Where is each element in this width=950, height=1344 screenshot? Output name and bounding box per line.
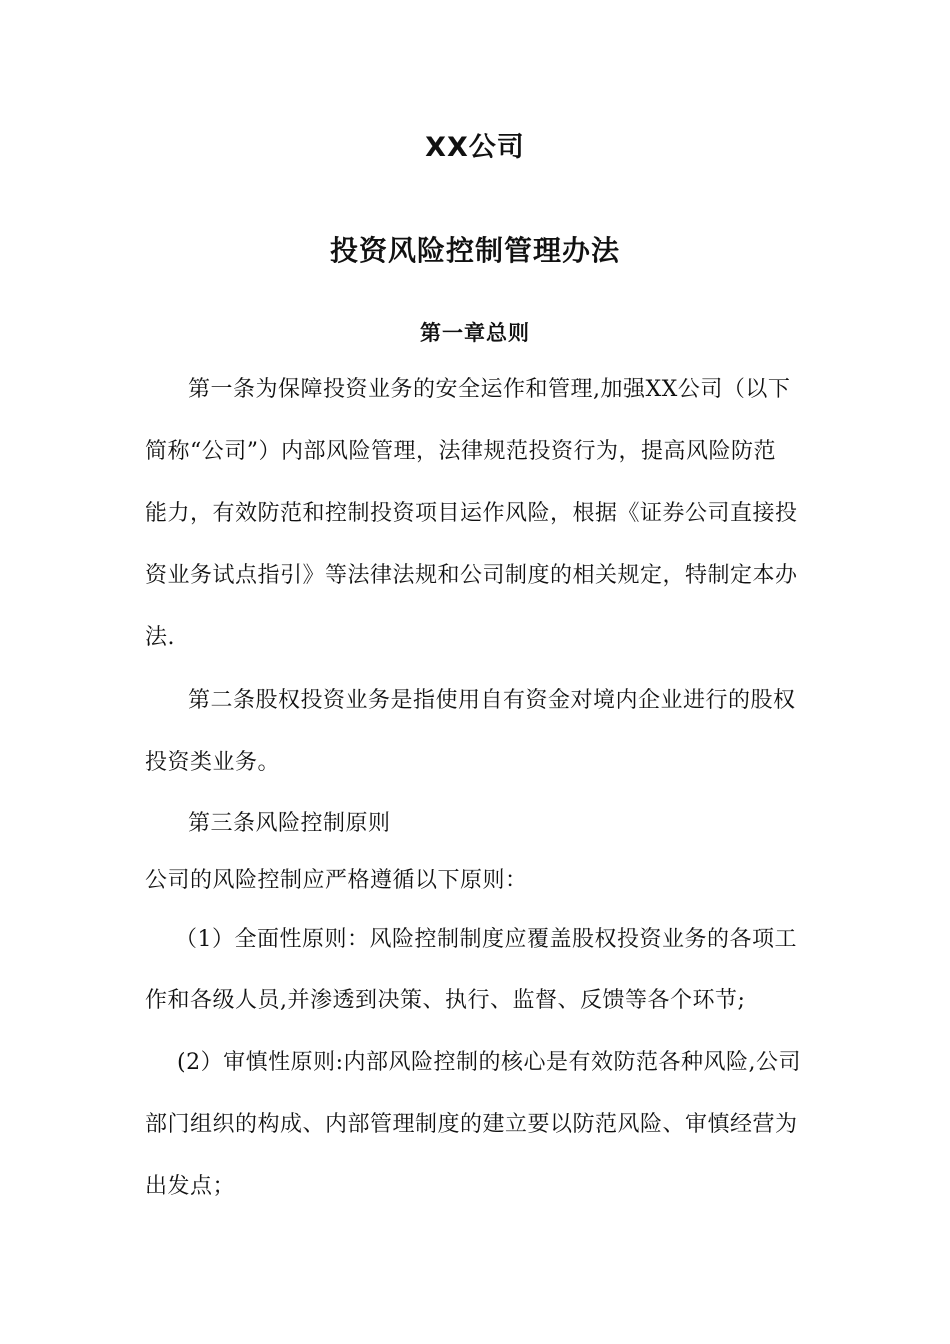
principle-2-line-3: 出发点； (145, 1174, 236, 1199)
document-title: 投资风险控制管理办法 (329, 234, 620, 267)
article-1-line-5: 法. (145, 625, 175, 650)
article-1-line-1: 第一条为保障投资业务的安全运作和管理,加强XX公司（以下 (188, 377, 791, 402)
principle-2-line-1: (2）审慎性原则:内部风险控制的核心是有效防范各种风险,公司 (177, 1050, 801, 1075)
article-1-line-2: 简称“公司”）内部风险管理，法律规范投资行为，提高风险防范 (145, 439, 776, 464)
principle-1-line-1: （1）全面性原则：风险控制制度应覆盖股权投资业务的各项工 (175, 927, 797, 952)
chapter-heading: 第一章总则 (420, 321, 530, 345)
company-title: XX公司 (425, 132, 525, 163)
article-1-line-4: 资业务试点指引》等法律法规和公司制度的相关规定，特制定本办 (145, 563, 798, 588)
article-2-line-1: 第二条股权投资业务是指使用自有资金对境内企业进行的股权 (188, 688, 796, 713)
article-3-heading: 第三条风险控制原则 (188, 811, 391, 836)
article-3-intro: 公司的风险控制应严格遵循以下原则： (145, 868, 528, 893)
principle-1-line-2: 作和各级人员,并渗透到决策、执行、监督、反馈等各个环节; (145, 988, 746, 1013)
principle-2-line-2: 部门组织的构成、内部管理制度的建立要以防范风险、审慎经营为 (145, 1112, 798, 1137)
article-2-line-2: 投资类业务。 (145, 750, 281, 775)
article-1-line-3: 能力，有效防范和控制投资项目运作风险，根据《证券公司直接投 (145, 501, 798, 526)
